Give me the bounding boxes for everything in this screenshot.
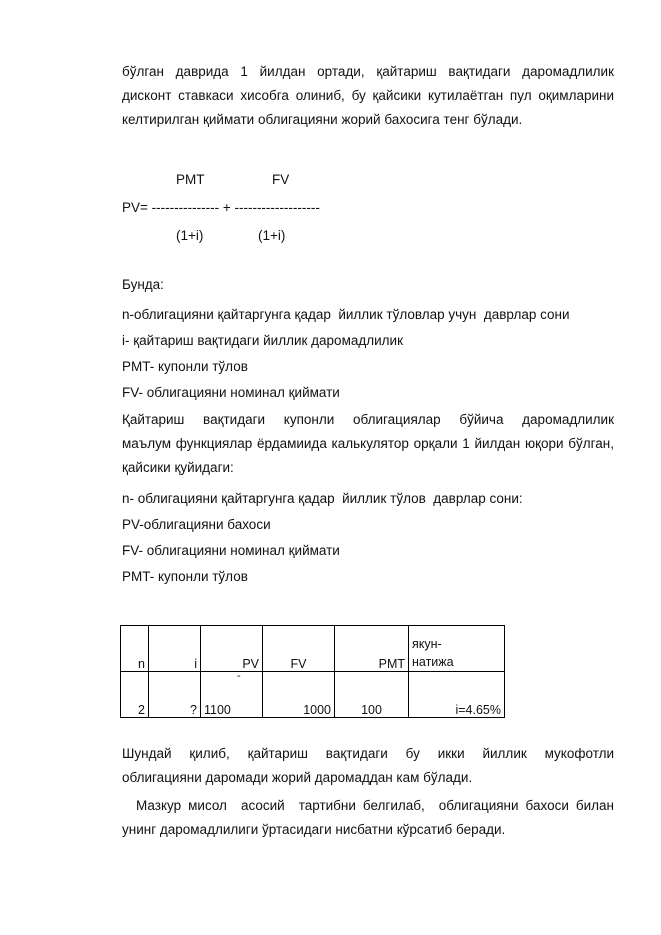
header-i: i (149, 626, 201, 672)
definition-item: FV- облигацияни номинал қиймати (122, 543, 340, 558)
middle-line: қайсики қуйидаги: (122, 460, 234, 475)
definition-item: PMT- купонли тўлов (122, 569, 248, 584)
definition-item: i- қайтариш вақтидаги йиллик даромадлилик (122, 333, 403, 348)
final-line: Мазкур мисол асосий тартибни белгилаб, облигацияни бахоси билан (122, 798, 614, 813)
intro-line: дисконт ставкаси хисобга олиниб, бу қайсики кутилаётган пул оқимларини (122, 88, 614, 103)
formula-main-line: PV= --------------- + ------------------- (122, 200, 320, 215)
definitions-heading: Бунда: (122, 277, 164, 292)
header-fv: FV (263, 626, 335, 672)
final-paragraph (122, 794, 614, 842)
cell-n: 2 (121, 672, 149, 718)
header-pmt: PMT (335, 626, 409, 672)
cell-pmt: 100 (335, 672, 409, 718)
conclusion-paragraph (122, 742, 614, 790)
definition-item: FV- облигацияни номинал қиймати (122, 385, 340, 400)
header-result-line-2: натижа (412, 655, 454, 669)
formula-numerator-fv: FV (272, 172, 290, 187)
final-line: унинг даромадлилиги ўртасидаги нисбатни кўрсатиб беради. (122, 822, 506, 837)
intro-line: бўлган даврида 1 йилдан ортади, қайтариш вақтидаги даромадлилик (122, 64, 614, 79)
header-result (409, 626, 505, 672)
formula-denominator-1: (1+i) (176, 228, 204, 243)
definition-item: n-облигацияни қайтаргунга қадар йиллик тўловлар учун даврлар сони (122, 307, 570, 322)
pv-minus-sign: - (237, 670, 241, 682)
header-n: n (121, 626, 149, 672)
middle-line: маълум функциялар ёрдамиида калькулятор орқали 1 йилдан юқори бўлган, (122, 436, 614, 451)
cell-fv: 1000 (263, 672, 335, 718)
conclusion-line: облигацияни даромади жорий даромаддан кам бўлади. (122, 770, 473, 785)
definition-item: n- облигацияни қайтаргунга қадар йиллик тўлов даврлар сони: (122, 491, 523, 506)
cell-i: ? (149, 672, 201, 718)
conclusion-line: Шундай қилиб, қайтариш вақтидаги бу икки йиллик мукофотли (122, 746, 614, 761)
header-result-line-1: якун- (412, 637, 442, 651)
intro-paragraph (122, 60, 614, 132)
definition-item: PMT- купонли тўлов (122, 359, 248, 374)
header-pv: PV (201, 626, 263, 672)
intro-line: келтирилган қиймати облигацияни жорий бахосига тенг бўлади. (122, 112, 523, 127)
formula-numerator-pmt: PMT (176, 172, 205, 187)
definition-item: PV-облигацияни бахоси (122, 517, 271, 532)
table-header-row (121, 626, 505, 672)
middle-paragraph (122, 408, 614, 480)
cell-result: i=4.65% (409, 672, 505, 718)
cell-pv: 1100 (201, 672, 263, 718)
middle-line: Қайтариш вақтидаги купонли облигациялар бўйича даромадлилик (122, 412, 614, 427)
formula-denominator-2: (1+i) (258, 228, 286, 243)
calculator-table (120, 625, 505, 718)
table-row (121, 672, 505, 718)
